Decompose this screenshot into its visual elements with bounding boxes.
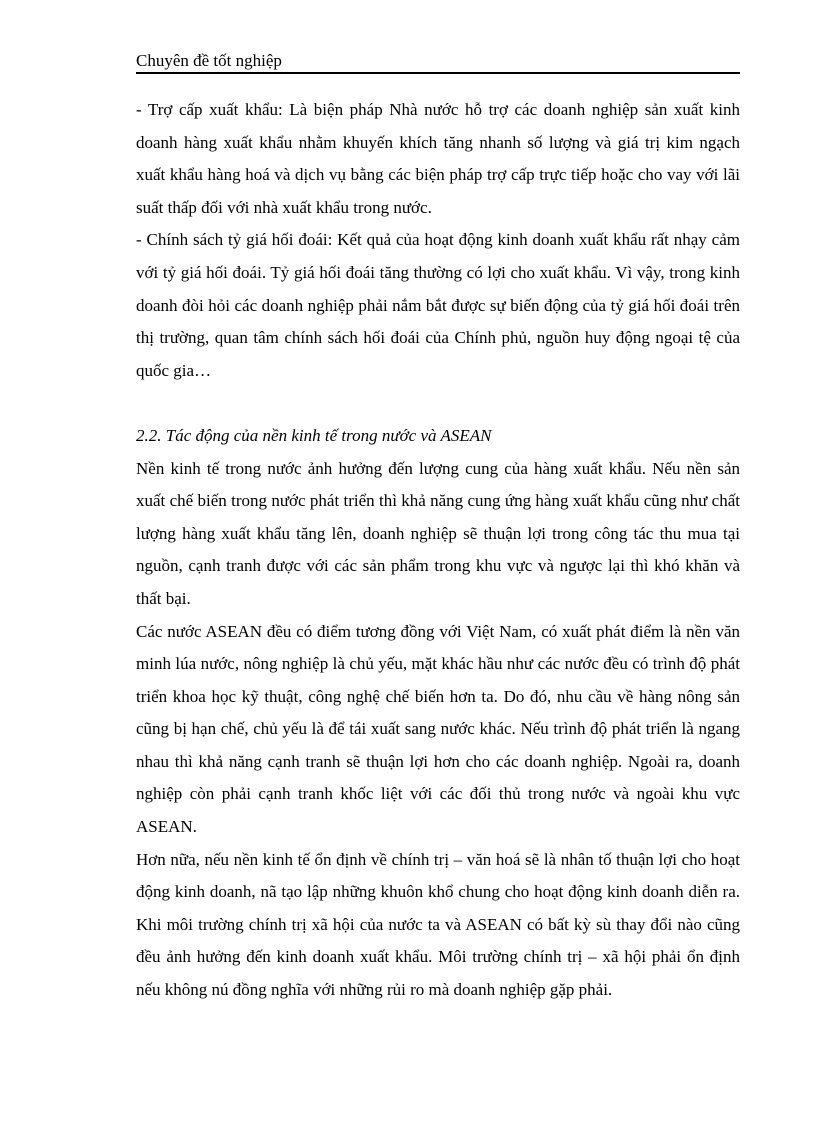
paragraph-export-subsidy: - Trợ cấp xuất khẩu: Là biện pháp Nhà nước hỗ trợ các doanh nghiệp sản xuất kinh doanh hàng xuất khẩu nhằm khuyến khích tăng nhanh số lượng và giá trị kim ngạch xuất khẩu hàng hoá và dịch vụ bằng các biện pháp trợ cấp trực tiếp hoặc cho vay với lãi suất thấp đối với nhà xuất khẩu trong nước.	[136, 100, 740, 217]
document-body	[136, 94, 740, 1007]
paragraph-political-stability: Hơn nữa, nếu nền kinh tế ổn định về chính trị – văn hoá sẽ là nhân tố thuận lợi cho hoạt động kinh doanh, nã tạo lập những khuôn khổ chung cho hoạt động kinh doanh diễn ra. Khi môi trường chính trị xã hội của nước ta và ASEAN có bất kỳ sù thay đổi nào cũng đều ảnh hưởng đến kinh doanh xuất khẩu. Môi trường chính trị – xã hội phải ổn định nếu không nú đồng nghĩa với những rủi ro mà doanh nghiệp gặp phải.	[136, 849, 740, 1000]
page-header: Chuyên đề tốt nghiệp	[136, 50, 740, 74]
paragraph-domestic-economy: Nền kinh tế trong nước ảnh hưởng đến lượng cung của hàng xuất khẩu. Nếu nền sản xuất chế biến trong nước phát triển thì khả năng cung ứng hàng xuất khẩu cũng như chất lượng hàng xuất khẩu tăng lên, doanh nghiệp sẽ thuận lợi trong công tác thu mua tại nguồn, cạnh tranh được với các sản phẩm trong khu vực và ngược lại thì khó khăn và thất bại.	[136, 458, 740, 608]
section-heading: 2.2. Tác động của nền kinh tế trong nước và ASEAN	[136, 425, 492, 445]
paragraph-exchange-rate-policy: - Chính sách tỷ giá hối đoái: Kết quả của hoạt động kinh doanh xuất khẩu rất nhạy cảm với tỷ giá hối đoái. Tỷ giá hối đoái tăng thường có lợi cho xuất khẩu. Vì vậy, trong kinh doanh đòi hỏi các doanh nghiệp phải nắm bắt được sự biến động của tỷ giá hối đoái trên thị trường, quan tâm chính sách hối đoái của Chính phủ, nguồn huy động ngoại tệ của quốc gia…	[136, 230, 740, 380]
paragraph-asean-countries: Các nước ASEAN đều có điểm tương đồng với Việt Nam, có xuất phát điểm là nền văn minh lúa nước, nông nghiệp là chủ yếu, mặt khác hầu như các nước đều có trình độ phát triển khoa học kỹ thuật, công nghệ chế biến hơn ta. Do đó, nhu cầu về hàng nông sản cũng bị hạn chế, chủ yếu là để tái xuất sang nước khác. Nếu trình độ phát triển là ngang nhau thì khả năng cạnh tranh sẽ thuận lợi hơn cho các doanh nghiệp. Ngoài ra, doanh nghiệp còn phải cạnh tranh khốc liệt với các đối thủ trong nước và ngoài khu vực ASEAN.	[136, 621, 740, 837]
